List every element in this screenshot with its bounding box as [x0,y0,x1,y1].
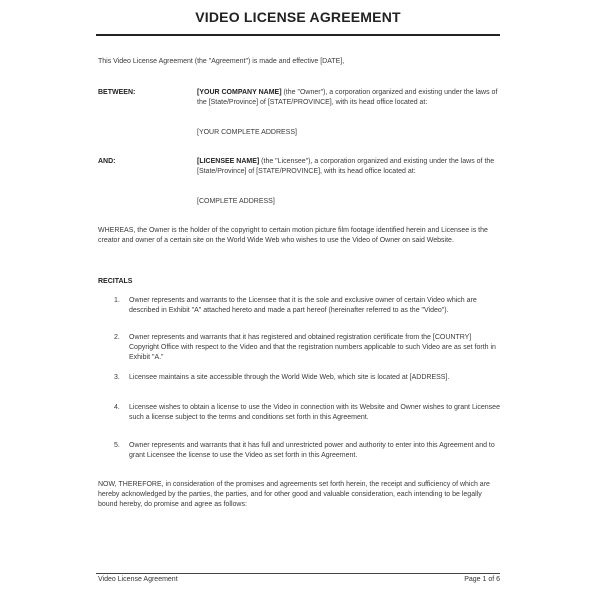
recital-item: Owner represents and warrants to the Licensee that it is the sole and exclusive owner of certain Video which are described in Exhibit "A" attached hereto and made a part hereof (hereinafter referred to as the "Video"). [129,297,477,314]
recital-number: 1. [114,297,120,304]
and-label: AND: [98,158,116,165]
footer-document-name: Video License Agreement [98,576,178,583]
licensee-party-paragraph [197,157,500,177]
recital-item: Licensee wishes to obtain a license to use the Video in connection with its Website and Owner wishes to grant Licensee such a license subject to the terms and conditions set forth in this Agreement. [129,404,500,421]
recital-number: 2. [114,334,120,341]
recital-item: Owner represents and warrants that it has full and unrestricted power and authority to enter into this Agreement and to grant Licensee the license to use the Video as set forth in this Agreement. [129,442,495,459]
recital-number: 3. [114,374,120,381]
recitals-heading: RECITALS [98,278,133,285]
owner-party-paragraph [197,88,500,108]
footer-page-number: Page 1 of 6 [464,576,500,583]
whereas-paragraph: WHEREAS, the Owner is the holder of the copyright to certain motion picture film footage identified herein and Licensee is the creator and owner of a certain site on the World Wide Web who wishes to use the Video of Owner on said Website. [98,227,488,244]
owner-name: [YOUR COMPANY NAME] [197,89,282,96]
recital-number: 5. [114,442,120,449]
recital-item: Owner represents and warrants that it has registered and obtained registration certificate from the [COUNTRY] Copyright Office with respect to the Video and that the registration numbers applicable to such Video are as set forth in Exhibit "A." [129,334,496,361]
licensee-description: (the "Licensee"), a corporation organized and existing under the laws of the [State/Province] of [STATE/PROVINCE], with its head office located at: [197,158,495,175]
now-therefore-paragraph: NOW, THEREFORE, in consideration of the promises and agreements set forth herein, the receipt and sufficiency of which are hereby acknowledged by the parties, the parties, and for other good and valuable consideration, each intending to be legally bound hereby, do promise and agree as follows: [98,481,490,508]
licensee-address: [COMPLETE ADDRESS] [197,198,275,205]
owner-address: [YOUR COMPLETE ADDRESS] [197,129,297,136]
title-divider [96,34,500,36]
intro-paragraph: This Video License Agreement (the "Agreement") is made and effective [DATE], [98,58,345,65]
licensee-name: [LICENSEE NAME] [197,158,260,165]
between-label: BETWEEN: [98,89,136,96]
recital-item: Licensee maintains a site accessible through the World Wide Web, which site is located at [ADDRESS]. [129,374,450,381]
footer-divider [96,573,500,574]
owner-description: (the "Owner"), a corporation organized and existing under the laws of the [State/Province] of [STATE/PROVINCE], with its head office located at: [197,89,498,106]
document-title: VIDEO LICENSE AGREEMENT [195,9,401,25]
recital-number: 4. [114,404,120,411]
